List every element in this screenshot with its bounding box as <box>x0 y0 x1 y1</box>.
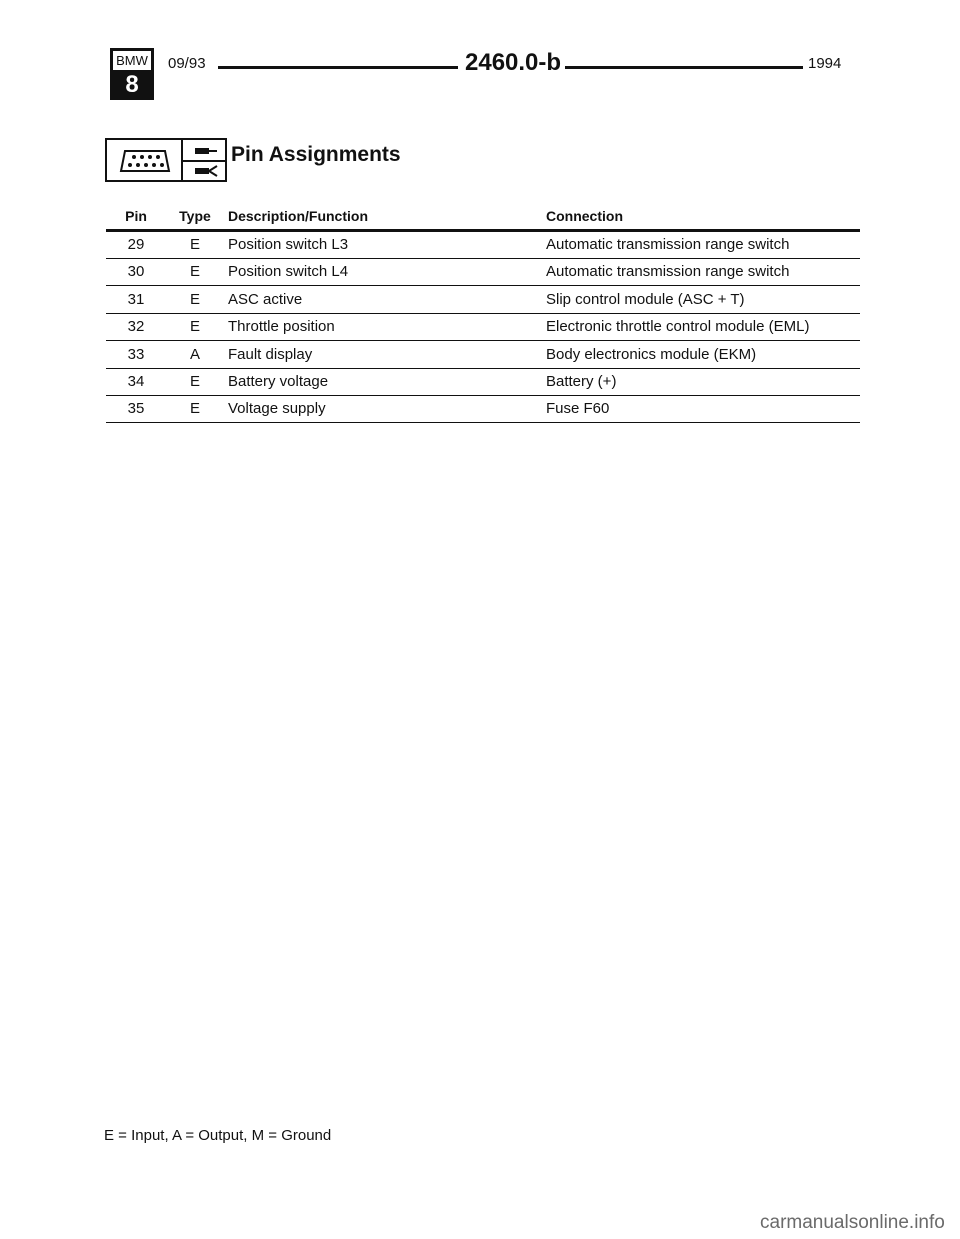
table-row <box>106 259 860 286</box>
pin-cell: 30 <box>127 263 145 280</box>
pin-cell: 31 <box>127 291 145 308</box>
watermark-link[interactable]: carmanualsonline.info <box>760 1212 945 1233</box>
type-cell: A <box>189 346 200 363</box>
type-cell: E <box>189 373 200 390</box>
connection-cell: Electronic throttle control module (EML) <box>546 318 810 335</box>
table-row <box>106 232 860 259</box>
type-cell: E <box>189 318 200 335</box>
output-arrow-icon <box>193 163 219 179</box>
table-row <box>106 369 860 396</box>
type-cell: E <box>189 236 200 253</box>
type-cell: E <box>189 291 200 308</box>
type-cell: E <box>189 263 200 280</box>
description-cell: Position switch L3 <box>228 236 349 253</box>
type-legend-footnote: E = Input, A = Output, M = Ground <box>104 1127 332 1144</box>
header-year: 1994 <box>808 55 842 72</box>
table-row <box>106 396 860 423</box>
section-icon-box <box>105 138 227 182</box>
description-cell: Voltage supply <box>228 400 326 417</box>
table-row <box>106 287 860 314</box>
header-date: 09/93 <box>168 55 206 72</box>
connection-cell: Automatic transmission range switch <box>546 236 790 253</box>
column-header-connection: Connection <box>546 208 623 224</box>
logo-brand: BMW <box>113 51 151 73</box>
connection-cell: Fuse F60 <box>546 400 610 417</box>
description-cell: Fault display <box>228 346 313 363</box>
document-number: 2460.0-b <box>465 49 562 76</box>
description-cell: ASC active <box>228 291 303 308</box>
connection-cell: Body electronics module (EKM) <box>546 346 757 363</box>
type-cell: E <box>189 400 200 417</box>
connection-cell: Slip control module (ASC + T) <box>546 291 745 308</box>
pin-cell: 34 <box>127 373 145 390</box>
pin-cell: 33 <box>127 346 145 363</box>
logo-model: 8 <box>113 73 151 97</box>
header-rule-right <box>565 66 803 69</box>
column-header-pin: Pin <box>125 208 147 224</box>
pin-cell: 35 <box>127 400 145 417</box>
description-cell: Throttle position <box>228 318 335 335</box>
description-cell: Battery voltage <box>228 373 329 390</box>
connection-cell: Battery (+) <box>546 373 617 390</box>
pin-cell: 32 <box>127 318 145 335</box>
column-header-description: Description/Function <box>228 208 368 224</box>
table-row <box>106 314 860 341</box>
description-cell: Position switch L4 <box>228 263 349 280</box>
column-header-type: Type <box>179 208 211 224</box>
table-row <box>106 342 860 369</box>
header-rule-left <box>218 66 458 69</box>
section-title: Pin Assignments <box>231 143 401 166</box>
connector-icon <box>119 148 171 174</box>
pin-cell: 29 <box>127 236 145 253</box>
connection-cell: Automatic transmission range switch <box>546 263 790 280</box>
input-arrow-icon <box>193 143 219 159</box>
bmw-8-logo <box>110 48 154 100</box>
